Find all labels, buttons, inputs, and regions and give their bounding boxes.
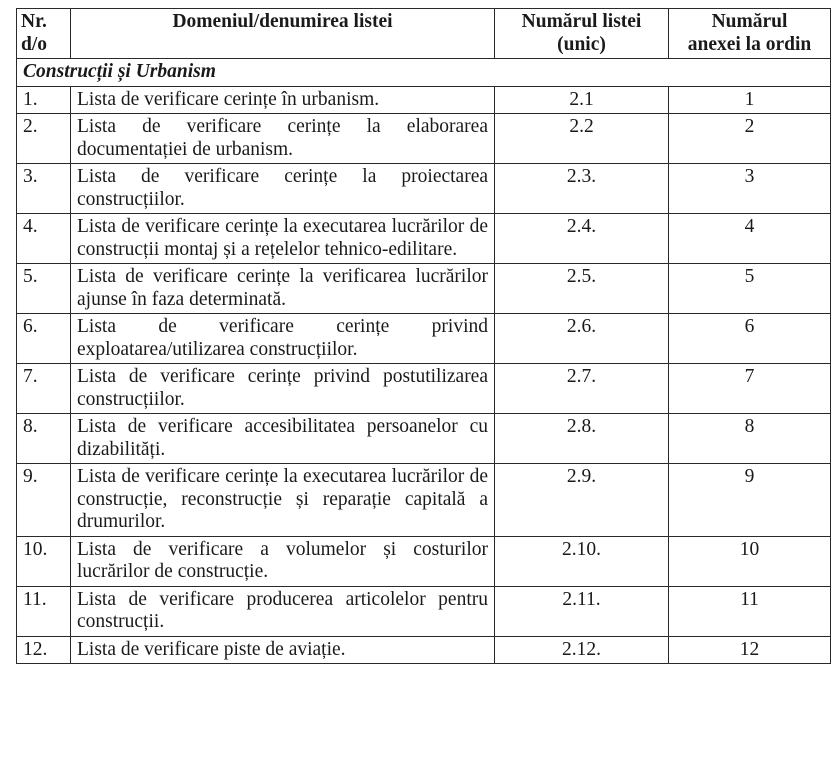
table-row (17, 264, 831, 314)
table-row (17, 214, 831, 264)
row-number: 12. (17, 636, 71, 664)
row-list-code: 2.2 (495, 114, 669, 164)
row-list-code: 2.5. (495, 264, 669, 314)
table-row (17, 414, 831, 464)
row-title: Lista de verificare piste de aviație. (71, 636, 495, 664)
row-annex-number: 8 (669, 414, 831, 464)
section-title: Construcții și Urbanism (17, 59, 831, 87)
header-nr (17, 9, 71, 59)
row-annex-number: 7 (669, 364, 831, 414)
row-number: 5. (17, 264, 71, 314)
header-annex-line1: Numărul (711, 11, 788, 32)
header-nr-line2: d/o (21, 33, 48, 55)
table-row (17, 86, 831, 114)
header-annex-line2: anexei la ordin (687, 33, 812, 55)
checklist-table (16, 8, 831, 664)
row-title: Lista de verificare cerințe privind postutilizarea construcțiilor. (71, 364, 495, 414)
header-list-number-line2: (unic) (557, 33, 606, 55)
row-title: Lista de verificare cerințe la executarea lucrărilor de construcție, reconstrucție și reparație capitală a drumurilor. (71, 464, 495, 537)
row-number: 11. (17, 586, 71, 636)
row-number: 2. (17, 114, 71, 164)
row-list-code: 2.6. (495, 314, 669, 364)
row-annex-number: 11 (669, 586, 831, 636)
row-title: Lista de verificare producerea articolelor pentru construcții. (71, 586, 495, 636)
table-row (17, 636, 831, 664)
row-title: Lista de verificare cerințe privind exploatarea/utilizarea construcțiilor. (71, 314, 495, 364)
row-annex-number: 9 (669, 464, 831, 537)
table-row (17, 364, 831, 414)
table-row (17, 464, 831, 537)
row-list-code: 2.12. (495, 636, 669, 664)
row-number: 1. (17, 86, 71, 114)
table-row (17, 164, 831, 214)
row-title: Lista de verificare cerințe la executarea lucrărilor de construcții montaj și a rețelelor tehnico-edilitare. (71, 214, 495, 264)
row-annex-number: 10 (669, 536, 831, 586)
header-list-number (495, 9, 669, 59)
header-row (17, 9, 831, 59)
row-number: 4. (17, 214, 71, 264)
header-domain: Domeniul/denumirea listei (71, 9, 495, 59)
table-body (17, 59, 831, 664)
table-row (17, 586, 831, 636)
row-list-code: 2.3. (495, 164, 669, 214)
row-title: Lista de verificare cerințe în urbanism. (71, 86, 495, 114)
row-number: 6. (17, 314, 71, 364)
row-number: 10. (17, 536, 71, 586)
row-list-code: 2.1 (495, 86, 669, 114)
row-title: Lista de verificare accesibilitatea persoanelor cu dizabilități. (71, 414, 495, 464)
table-row (17, 314, 831, 364)
row-annex-number: 12 (669, 636, 831, 664)
row-title: Lista de verificare cerințe la proiectarea construcțiilor. (71, 164, 495, 214)
header-list-number-line1: Numărul listei (521, 11, 642, 32)
row-annex-number: 4 (669, 214, 831, 264)
row-annex-number: 1 (669, 86, 831, 114)
row-list-code: 2.7. (495, 364, 669, 414)
row-annex-number: 2 (669, 114, 831, 164)
table-row (17, 114, 831, 164)
header-nr-line1: Nr. (21, 11, 47, 32)
row-title: Lista de verificare cerințe la elaborarea documentației de urbanism. (71, 114, 495, 164)
header-annex-number (669, 9, 831, 59)
row-annex-number: 5 (669, 264, 831, 314)
row-number: 7. (17, 364, 71, 414)
row-number: 9. (17, 464, 71, 537)
row-list-code: 2.10. (495, 536, 669, 586)
row-list-code: 2.11. (495, 586, 669, 636)
row-list-code: 2.8. (495, 414, 669, 464)
row-list-code: 2.9. (495, 464, 669, 537)
row-number: 3. (17, 164, 71, 214)
row-title: Lista de verificare a volumelor și costurilor lucrărilor de construcție. (71, 536, 495, 586)
row-annex-number: 6 (669, 314, 831, 364)
section-row (17, 59, 831, 87)
row-number: 8. (17, 414, 71, 464)
row-title: Lista de verificare cerințe la verificarea lucrărilor ajunse în faza determinată. (71, 264, 495, 314)
table-row (17, 536, 831, 586)
table-header (17, 9, 831, 59)
row-annex-number: 3 (669, 164, 831, 214)
row-list-code: 2.4. (495, 214, 669, 264)
